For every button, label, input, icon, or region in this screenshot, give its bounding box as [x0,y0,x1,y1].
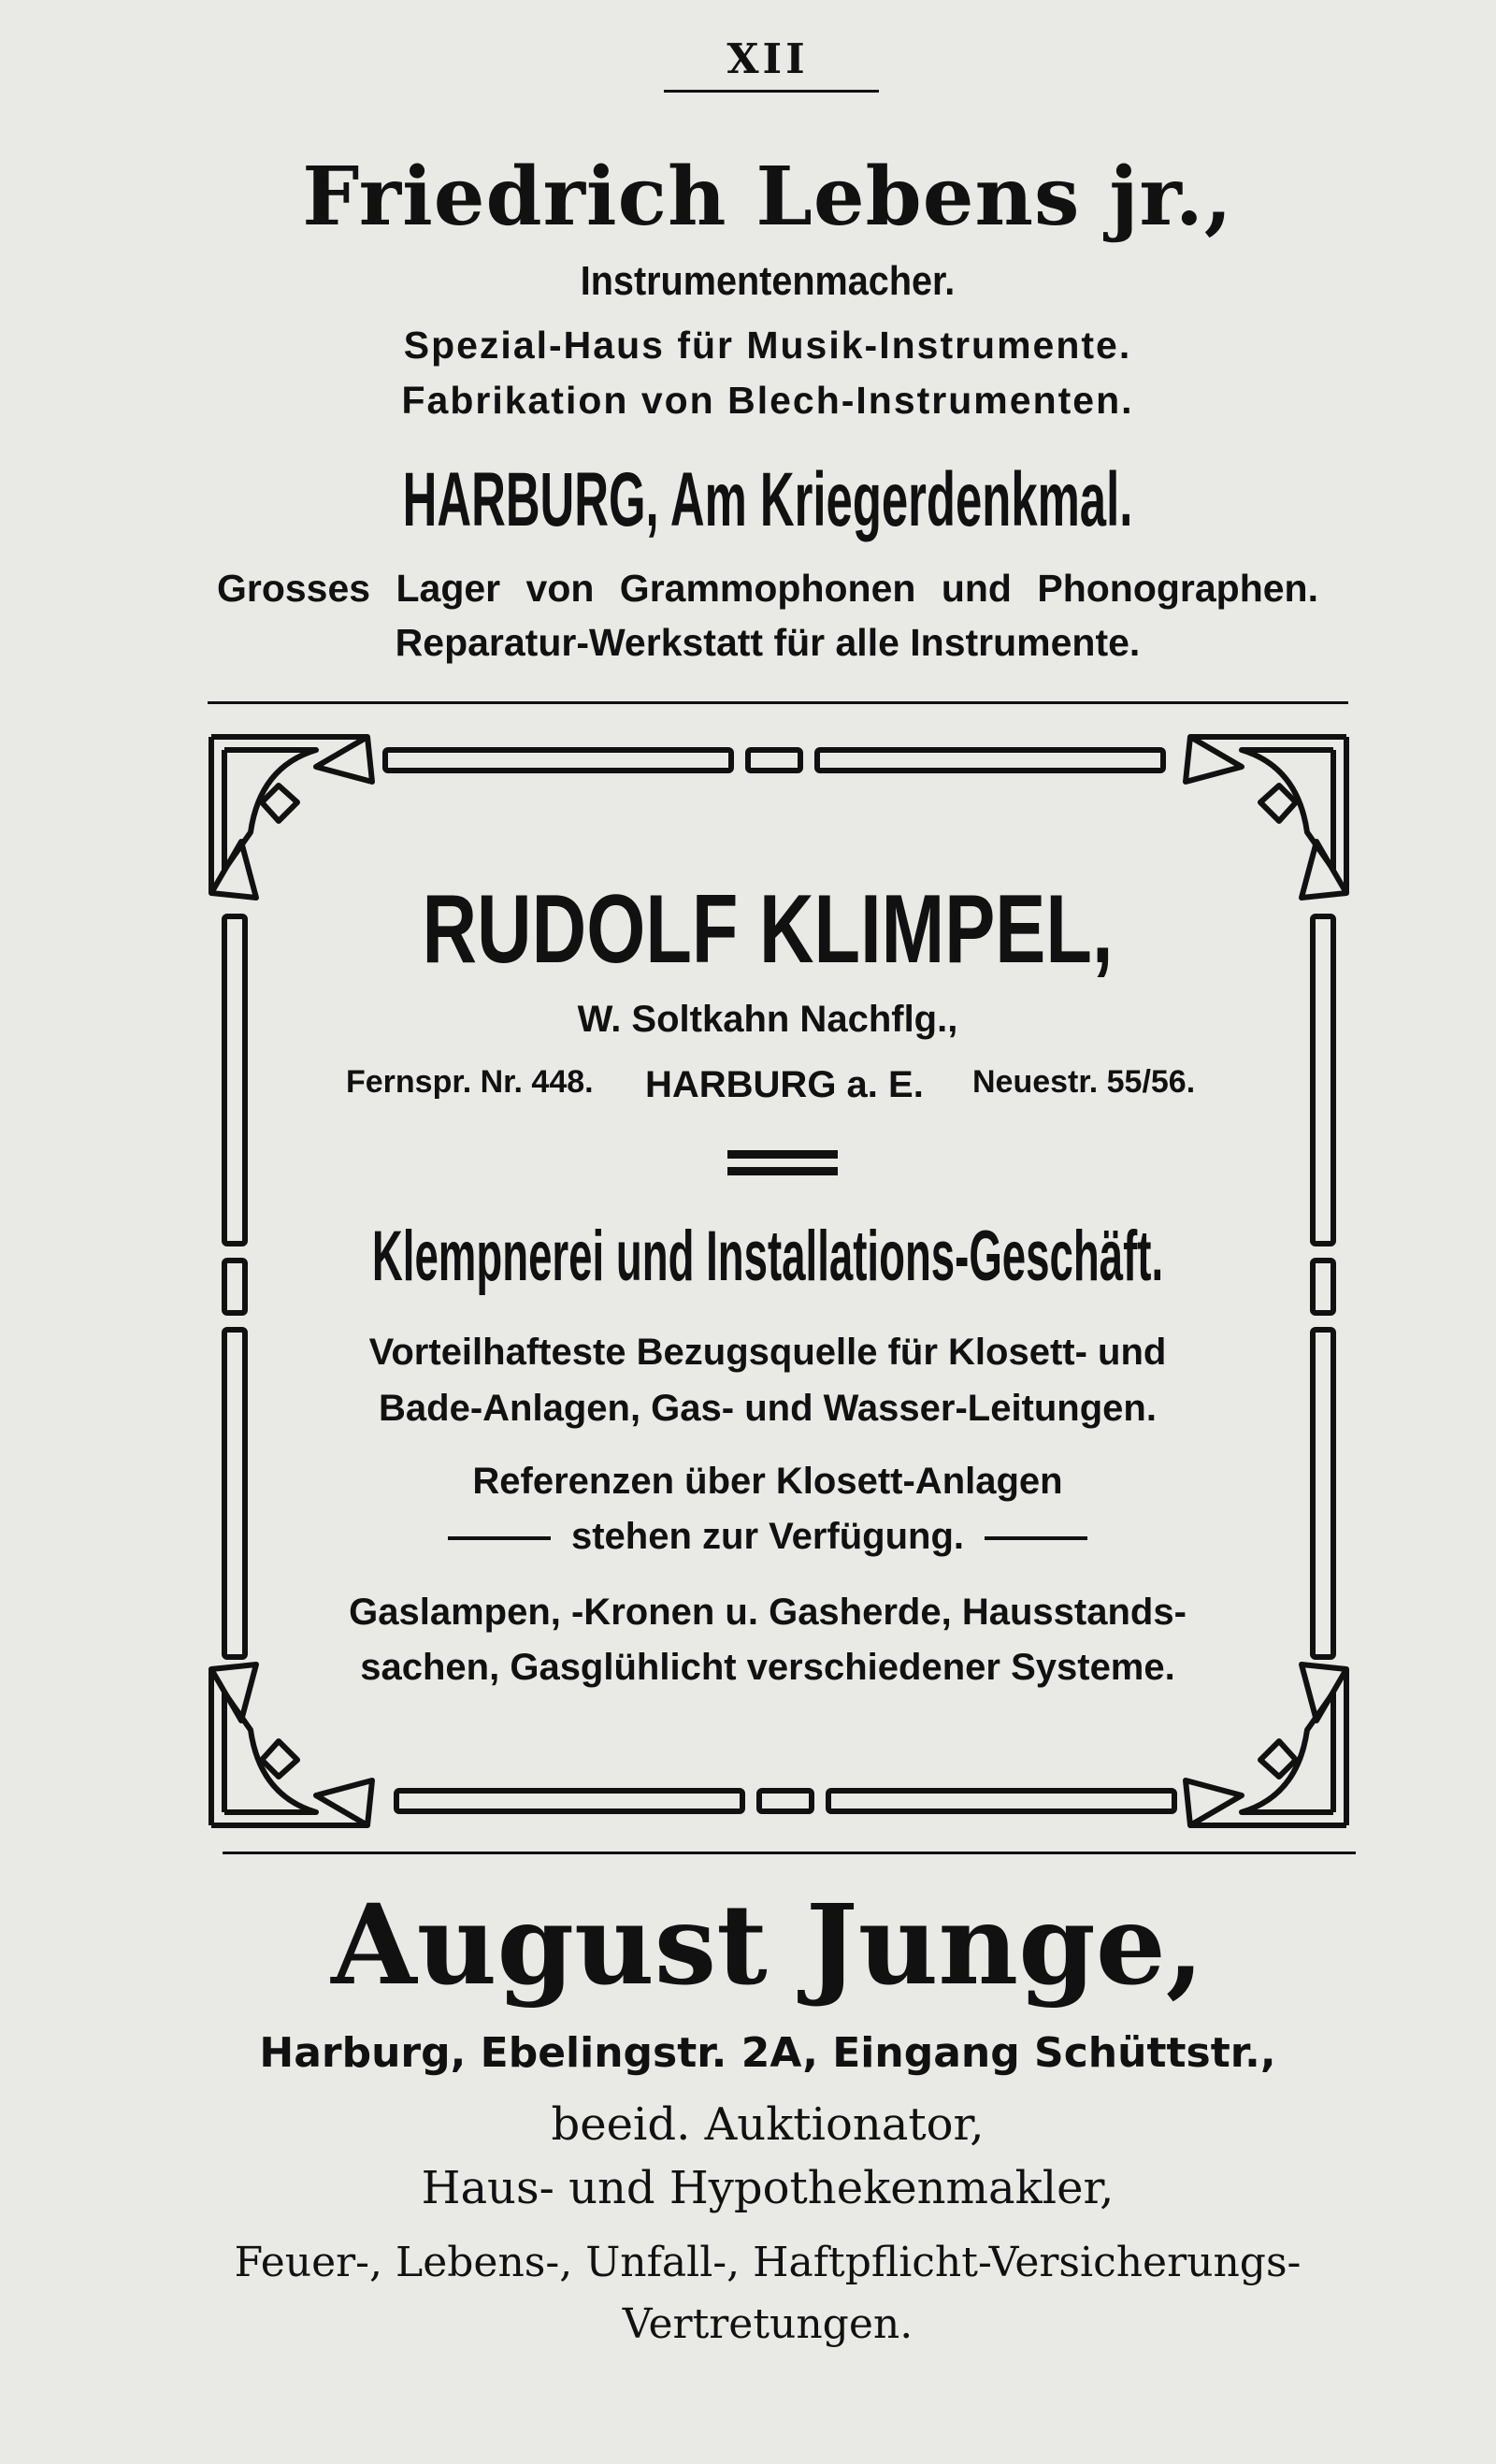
ad2-offer-line1: Vorteilhafteste Bezugsquelle für Klosett- und [368,1332,1167,1373]
page-number-underline [664,90,879,93]
ad2-phone: Fernspr. Nr. 448. [346,1064,594,1100]
double-rule-top [727,1150,838,1159]
ad2-references-line1: Referenzen über Klosett-Anlagen [472,1461,1063,1502]
ad2-street: Neuestr. 55/56. [972,1064,1196,1100]
ad1-name: Friedrich Lebens jr., [302,150,1233,244]
double-rule-bottom [727,1167,838,1175]
ad2-references-line2: stehen zur Verfügung. [570,1516,965,1557]
left-dash [448,1536,551,1540]
ad3-insurance-line2: Vertretungen. [622,2300,913,2348]
ad3-role2: Haus- und Hypothekenmakler, [421,2162,1115,2214]
ad1-location: HARBURG, Am Kriegerdenkmal. [402,457,1133,542]
ad1-repair: Reparatur-Werkstatt für alle Instrumente. [395,621,1141,664]
ad1-profession: Instrumentenmacher. [580,258,956,304]
ad2-city-text: HARBURG a. E. [645,1064,924,1105]
ad2-goods-line1: Gaslampen, -Kronen u. Gasherde, Hausstands- [349,1592,1187,1633]
divider-rule [208,701,1348,704]
page-number: XII [726,36,809,83]
ad1-specialty: Spezial-Haus für Musik-Instrumente. [403,324,1132,367]
ad2-offer-line2: Bade-Anlagen, Gas- und Wasser-Leitungen. [379,1388,1157,1429]
divider-rule-2 [223,1852,1356,1854]
ad3-role1: beeid. Auktionator, [551,2098,985,2151]
ad3-insurance-line1: Feuer-, Lebens-, Unfall-, Haftpflicht-Versicherungs- [234,2239,1302,2286]
ad3-name: August Junge, [331,1880,1204,2010]
ad2-goods-line2: sachen, Gasglühlicht verschiedener Systeme. [360,1647,1175,1688]
ad2-business: Klempnerei und Installations-Geschäft. [371,1217,1164,1296]
ad2-successor: W. Soltkahn Nachflg., [577,999,958,1040]
ad2-references-line2-wrap [0,1516,1496,1558]
ad2-name: RUDOLF KLIMPEL, [422,875,1114,984]
ad1-stock: Grosses Lager von Grammophonen und Phonographen. [216,567,1318,610]
ad3-address: Harburg, Ebelingstr. 2A, Eingang Schüttstr., [259,2029,1276,2077]
ad2-city [645,1064,924,1106]
right-dash [985,1536,1087,1540]
ad1-fabrication: Fabrikation von Blech-Instrumenten. [401,379,1134,422]
